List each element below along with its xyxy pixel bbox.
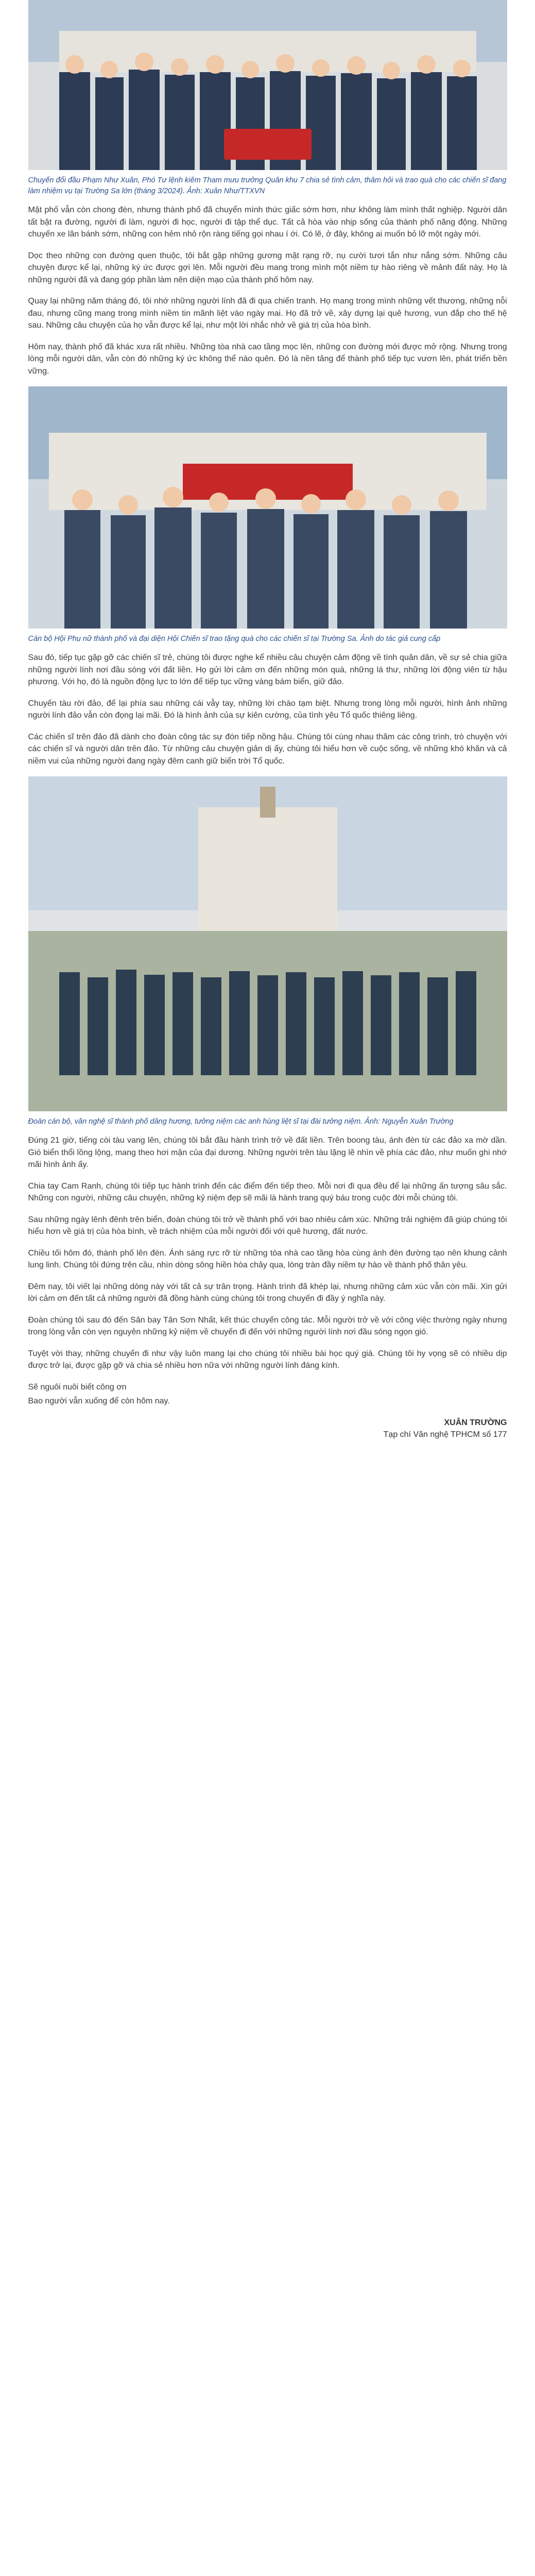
paragraph: Các chiến sĩ trên đảo đã dành cho đoàn công tác sự đón tiếp nồng hậu. Chúng tôi cùng nhau thăm các công trình, trò chuyện với các chiến sĩ và người dân trên đảo. Từ những câu chuyện giản dị ấy, chúng tôi hiểu hơn về cuộc sống, về những khó khăn và cả niềm vui của những người đang ngày đêm canh giữ biển trời Tổ quốc. xyxy=(28,732,507,766)
paragraph: Đúng 21 giờ, tiếng còi tàu vang lên, chúng tôi bắt đầu hành trình trở về đất liền. Trên boong tàu, ánh đèn từ các đảo xa mờ dần. Gió biển thổi lồng lộng, mang theo hơi mặn của đại dương. Những người trên tàu lặng lẽ nhìn về phía các đảo, như muốn ghi nhớ mãi hình ảnh ấy. xyxy=(28,1136,507,1169)
paragraph: Hôm nay, thành phố đã khác xưa rất nhiều. Những tòa nhà cao tầng mọc lên, những con đường mới được mở rộng. Nhưng trong lòng mỗi người dân, vẫn còn đó những ký ức không thể nào quên. Đó là nền tảng để thành phố tiếp tục vươn lên, phát triển bền vững. xyxy=(28,342,507,376)
paragraph: Chiều tối hôm đó, thành phố lên đèn. Ánh sáng rực rỡ từ những tòa nhà cao tầng hòa cùng ánh đèn đường tạo nên khung cảnh lung linh. Chúng tôi đứng trên cầu, nhìn dòng sông hiền hòa chảy qua, lòng tràn đầy niềm tự hào về thành phố thân yêu. xyxy=(28,1248,507,1269)
paragraph: Đoàn chúng tôi sau đó đến Sân bay Tân Sơn Nhất, kết thúc chuyến công tác. Mỗi người trở về với công việc thường ngày nhưng trong lòng vẫn còn vẹn nguyên những kỷ niệm về chuyến đi đến với những người lính nơi đầu sóng ngọn gió. xyxy=(28,1315,507,1336)
author-role: Tạp chí Văn nghệ TPHCM số 177 xyxy=(383,1430,507,1439)
group-photo-illustration xyxy=(28,0,507,170)
paragraph: Tuyệt vời thay, những chuyến đi như vậy luôn mang lại cho chúng tôi nhiều bài học quý giá. Chúng tôi hy vọng sẽ có nhiều dịp được trở lại, được gặp gỡ và chia sẻ nhiều hơn nữa với những người lính đáng kính. xyxy=(28,1349,507,1370)
photo-caption: Chuyến đổi đầu Phạm Như Xuân, Phó Tư lệnh kiêm Tham mưu trưởng Quân khu 7 chia sẻ tình cảm, thăm hỏi và trao quà cho các chiến sĩ đang làm nhiệm vụ tại Trường Sa lớn (tháng 3/2024). Ảnh: Xuân Như/TTXVN xyxy=(28,176,507,195)
paragraph: Chia tay Cam Ranh, chúng tôi tiếp tục hành trình đến các điểm đến tiếp theo. Mỗi nơi đi qua đều để lại những ấn tượng sâu sắc. Những con người, những câu chuyện, những kỷ niệm đẹp sẽ mãi là hành trang quý báu trong cuộc đời mỗi chúng tôi. xyxy=(28,1181,507,1202)
article-photo-gift xyxy=(28,386,507,629)
article-photo-group xyxy=(28,0,507,170)
photo-caption: Đoàn cán bộ, văn nghệ sĩ thành phố dâng hương, tưởng niệm các anh hùng liệt sĩ tại đài tưởng niệm. Ảnh: Nguyễn Xuân Trường xyxy=(28,1117,454,1126)
paragraph: Chuyến tàu rời đảo, để lại phía sau những cái vẫy tay, những lời chào tạm biệt. Nhưng trong lòng mỗi người, hình ảnh những người lính đảo vẫn còn đọng lại mãi. Đó là hình ảnh của sự kiên cường, của tình yêu Tổ quốc thiêng liêng. xyxy=(28,699,507,720)
signature xyxy=(28,1417,507,1440)
author-name: XUÂN TRƯỜNG xyxy=(444,1418,507,1427)
gift-photo-illustration xyxy=(28,386,507,629)
paragraph: Đêm nay, tôi viết lại những dòng này với tất cả sự trân trọng. Hành trình đã khép lại, nhưng những cảm xúc vẫn còn mãi. Xin gửi lời cảm ơn đến tất cả những người đã đồng hành cùng chúng tôi trong chuyến đi đầy ý nghĩa này. xyxy=(28,1282,507,1303)
paragraph: Sau đó, tiếp tục gặp gỡ các chiến sĩ trẻ, chúng tôi được nghe kể nhiều câu chuyện cảm động về tình quân dân, về sự sẻ chia giữa những người lính nơi đầu sóng với đất liền. Họ gửi lời cảm ơn đến những món quà, những lá thư, những lời động viên từ hậu phương. Với họ, đó là nguồn động lực to lớn để tiếp tục vững vàng bám biển, giữ đảo. xyxy=(28,653,507,686)
closing-line: Bao người vẫn xuống để còn hôm nay. xyxy=(28,1397,170,1405)
paragraph: Sau những ngày lênh đênh trên biển, đoàn chúng tôi trở về thành phố với bao nhiêu cảm xúc. Những trải nghiệm đã giúp chúng tôi hiểu hơn về giá trị của hòa bình, về trách nhiệm của mỗi người đối với quê hương, đất nước. xyxy=(28,1215,507,1236)
memorial-photo-illustration xyxy=(28,776,507,1111)
paragraph: Mặt phố vẫn còn chong đèn, nhưng thành phố đã chuyển mình thức giấc sớm hơn, như không làm mình thất nghiệp. Người dân tất bật ra đường, người đi làm, người đi học, người đi tập thể dục. Tất cả hòa vào nhịp sống của thành phố năng động. Những chuyến xe lăn bánh sớm, những con hẻm nhỏ rộn ràng tiếng gọi nhau í ới. Có lẽ, ở đây, không ai muốn bỏ lỡ một ngày mới. xyxy=(28,206,507,239)
closing-line: Sẽ nguôi nuôi biết công ơn xyxy=(28,1382,127,1392)
photo-caption: Cán bộ Hội Phụ nữ thành phố và đại diện Hội Chiến sĩ trao tặng quà cho các chiến sĩ tại Trường Sa. Ảnh do tác giả cung cấp xyxy=(28,635,441,643)
paragraph: Dọc theo những con đường quen thuộc, tôi bắt gặp những gương mặt rạng rỡ, nụ cười tươi tắn như nắng sớm. Những câu chuyện được kể lại, những ký ức được gợi lên. Mỗi người đều mang trong mình một niềm tự hào riêng về mảnh đất này. Họ là những người đã và đang góp phần làm nên diện mạo của thành phố hôm nay. xyxy=(28,251,507,284)
article-photo-memorial xyxy=(28,776,507,1111)
article-body xyxy=(28,0,507,1440)
paragraph: Quay lại những năm tháng đó, tôi nhớ những người lính đã đi qua chiến tranh. Họ mang trong mình những vết thương, những nỗi đau, nhưng cũng mang trong mình niềm tin mãnh liệt vào ngày mai. Họ đã trở về, xây dựng lại quê hương, vun đắp cho thế hệ sau. Những câu chuyện của họ vẫn được kể lại, như một lời nhắc nhở về giá trị của hòa bình. xyxy=(28,297,507,330)
